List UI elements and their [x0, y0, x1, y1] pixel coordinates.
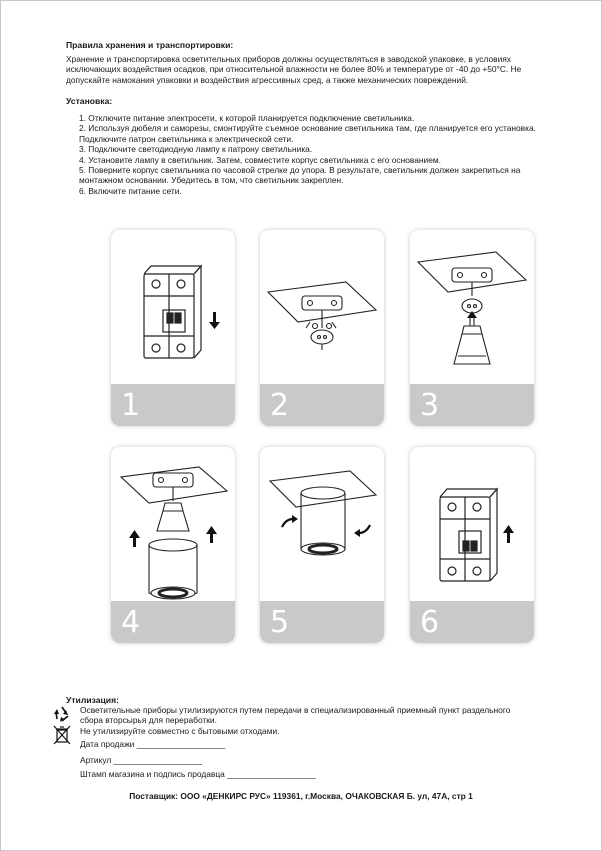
install-step: 1. Отключите питание электросети, к которой планируется подключение светильника. [79, 113, 415, 123]
step-card-2 [260, 230, 384, 426]
breaker-on-illustration [410, 447, 534, 601]
mount-base-illustration [260, 230, 384, 384]
install-step: 5. Поверните корпус светильника по часовой стрелке до упора. В результате, светильник должен закрепиться на монтажном основании. Убедитесь в том, что светильник закреплен. [79, 165, 521, 186]
no-trash-bin-icon [53, 724, 71, 746]
card-number: 2 [270, 388, 290, 423]
connect-lamp-illustration [410, 230, 534, 384]
sale-date-field: Дата продажи ___________________ [80, 739, 226, 749]
disposal-title: Утилизация: [66, 695, 119, 705]
arrow-down-icon [209, 312, 220, 329]
install-step: 6. Включите питание сети. [79, 185, 182, 196]
article-field: Артикул ___________________ [80, 755, 203, 765]
stamp-signature-field: Штамп магазина и подпись продавца ___________________ [80, 769, 316, 779]
disposal-line-3: Не утилизируйте совместно с бытовыми отходами. [80, 726, 280, 736]
storage-title: Правила хранения и транспортировки: [66, 40, 234, 50]
install-step: 2. Используя дюбеля и саморезы, смонтируйте съемное основание светильника там, где планируется его установка. Подключите патрон светильника к электрической сети. [79, 123, 536, 144]
recycle-icon [52, 704, 72, 724]
card-number: 5 [270, 605, 290, 640]
card-number: 6 [420, 605, 440, 640]
rotate-arrow-icon [354, 525, 370, 537]
arrow-up-icon [206, 526, 217, 543]
install-step: 4. Установите лампу в светильник. Затем, совместите корпус светильника с его основанием. [79, 154, 441, 165]
disposal-line-1: Осветительные приборы утилизируются путем передачи в специализированный приемный пункт раздельного [80, 705, 511, 715]
install-steps [79, 113, 569, 196]
breaker-off-illustration [111, 230, 235, 384]
rotate-arrow-icon [282, 515, 298, 527]
step-card-1 [111, 230, 235, 426]
arrow-up-icon [503, 525, 514, 543]
step-card-3 [410, 230, 534, 426]
card-number: 1 [121, 388, 141, 423]
arrow-up-icon [129, 530, 140, 547]
storage-text: Хранение и транспортировка осветительных приборов должны осуществляться в заводской упаковке, в условиях исключающих воздействия осадков, при относительной влажности не более 80% и температуре от -40 до +50°С. Не допускайте намокания упаковки и воздействия агрессивных сред, а также механических повреждений. [66, 54, 522, 85]
card-number: 4 [121, 605, 141, 640]
install-title: Установка: [66, 96, 113, 106]
step-card-4 [111, 447, 235, 643]
rotate-housing-illustration [260, 447, 384, 601]
disposal-line-2: сбора вторсырья для переработки. [80, 715, 217, 725]
step-card-6 [410, 447, 534, 643]
install-step: 3. Подключите светодиодную лампу к патрону светильника. [79, 144, 313, 155]
card-number: 3 [420, 388, 440, 423]
insert-lamp-illustration [111, 447, 235, 601]
step-card-5 [260, 447, 384, 643]
supplier-footer: Поставщик: ООО «ДЕНКИРС РУС» 119361, г.Москва, ОЧАКОВСКАЯ Б. ул, 47А, стр 1 [129, 791, 473, 801]
